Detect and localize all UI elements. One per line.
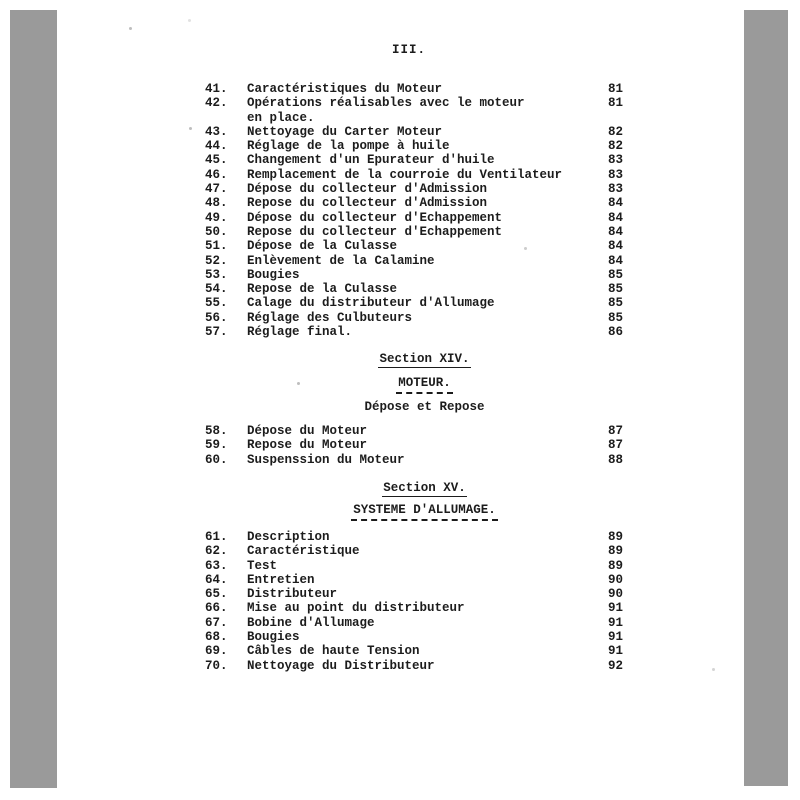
toc-entry-title (247, 630, 608, 644)
toc-entry-title-text: Calage du distributeur d'Allumage (247, 296, 495, 311)
toc-row (205, 82, 644, 96)
toc-entry-title (247, 453, 608, 467)
section-subheading-moteur (205, 376, 644, 394)
toc-entry-title-text: Enlèvement de la Calamine (247, 253, 435, 268)
toc-row (205, 453, 644, 467)
toc-entry-number: 45. (205, 153, 228, 168)
toc-entry-number: 60. (205, 452, 228, 467)
toc-row (205, 239, 644, 253)
toc-row (205, 296, 644, 310)
toc-entry-page: 87 (608, 424, 624, 438)
toc-entry-title (247, 544, 608, 558)
toc-row (205, 438, 644, 452)
toc-entry-page: 84 (608, 239, 624, 254)
toc-entry-page: 84 (608, 224, 624, 239)
toc-entry-page: 86 (608, 325, 624, 340)
toc-entry-title-text: Nettoyage du Carter Moteur (247, 124, 443, 139)
toc-entry-page: 85 (608, 267, 624, 282)
toc-entry-page: 85 (608, 296, 624, 311)
toc-entry-title-text: Réglage de la pompe à huile (247, 139, 450, 154)
toc-entry-title (247, 559, 608, 573)
toc-entry-title-text: Dépose du Moteur (247, 424, 368, 438)
toc-entry-number: 42. (205, 96, 228, 111)
toc-row (205, 282, 644, 296)
toc-entry-title-text: Test (247, 558, 278, 573)
toc-entry-title-text: Description (247, 530, 330, 544)
toc-row (205, 644, 644, 658)
toc-entry-title-text: Réglage des Culbuteurs (247, 310, 413, 325)
toc-entry-number: 62. (205, 544, 228, 559)
toc-entry-number: 41. (205, 82, 228, 96)
toc-entry-number: 59. (205, 438, 228, 453)
toc-entry-title-text: Remplacement de la courroie du Ventilateur (247, 167, 563, 182)
section-heading-text: Section XV. (383, 481, 466, 495)
toc-row (205, 544, 644, 558)
left-margin-bar (10, 10, 57, 788)
toc-row (205, 139, 644, 153)
toc-entry-number: 44. (205, 139, 228, 154)
folio-page-number: III. (391, 43, 426, 57)
toc-row (205, 559, 644, 573)
toc-block-moteur (205, 424, 644, 467)
toc-entry-title (247, 153, 608, 167)
toc-entry-title-text: Nettoyage du Distributeur (247, 658, 435, 673)
toc-row (205, 125, 644, 139)
toc-entry-page: 91 (608, 615, 624, 630)
toc-entry-title (247, 196, 608, 210)
toc-entry-title-text: Opérations réalisables avec le moteur (247, 96, 525, 111)
toc-entry-title (247, 268, 608, 282)
toc-entry-title (247, 616, 608, 630)
toc-entry-title-text: Dépose de la Culasse (247, 239, 398, 254)
toc-entry-title (247, 424, 608, 438)
scan-speck (189, 127, 192, 130)
toc-entry-number: 63. (205, 558, 228, 573)
toc-entry-title-text: Caractéristiques du Moteur (247, 82, 443, 96)
toc-row (205, 168, 644, 182)
toc-row (205, 153, 644, 167)
section-heading-xv (205, 481, 644, 497)
toc-entry-title (247, 659, 608, 673)
toc-entry-page: 88 (608, 452, 624, 467)
toc-entry-title (247, 311, 608, 325)
toc-entry-title-line2: en place. (247, 110, 315, 125)
toc-entry-number: 54. (205, 282, 228, 297)
toc-entry-title (247, 96, 608, 125)
toc-entry-title (247, 239, 608, 253)
toc-entry-number: 68. (205, 630, 228, 645)
toc-entry-title (247, 211, 608, 225)
toc-entry-title (247, 282, 608, 296)
toc-row (205, 182, 644, 196)
toc-row (205, 587, 644, 601)
toc-entry-page: 81 (608, 82, 624, 96)
toc-row (205, 424, 644, 438)
toc-entry-number: 70. (205, 658, 228, 673)
scan-speck (712, 668, 715, 671)
toc-entry-page: 91 (608, 601, 624, 616)
toc-entry-page: 89 (608, 558, 624, 573)
toc-entry-number: 49. (205, 210, 228, 225)
toc-entry-title-text: Repose du collecteur d'Echappement (247, 224, 503, 239)
toc-entry-title-text: Dépose du collecteur d'Admission (247, 182, 488, 197)
toc-entry-number: 66. (205, 601, 228, 616)
toc-entry-title-text: Repose de la Culasse (247, 282, 398, 297)
scan-speck (129, 27, 132, 30)
toc-entry-page: 84 (608, 196, 624, 211)
toc-entry-number: 58. (205, 424, 228, 438)
toc-entry-title-text: Changement d'un Epurateur d'huile (247, 153, 495, 168)
toc-entry-number: 65. (205, 587, 228, 602)
right-margin-bar (744, 10, 788, 786)
toc-entry-number: 53. (205, 267, 228, 282)
toc-entry-title-text: Réglage final. (247, 325, 353, 340)
toc-entry-page: 83 (608, 182, 624, 197)
toc-row (205, 96, 644, 125)
toc-entry-title-text: Câbles de haute Tension (247, 644, 420, 659)
toc-entry-title-text: Distributeur (247, 587, 338, 602)
toc-row (205, 616, 644, 630)
toc-row (205, 573, 644, 587)
section-subtitle-depose-repose (205, 400, 644, 414)
toc-entry-number: 51. (205, 239, 228, 254)
toc-entry-title (247, 296, 608, 310)
toc-entry-title (247, 601, 608, 615)
scan-speck (188, 19, 191, 22)
toc-entry-title (247, 125, 608, 139)
toc-row (205, 254, 644, 268)
toc-entry-title (247, 82, 608, 96)
toc-row (205, 325, 644, 339)
section-subheading-text: SYSTEME D'ALLUMAGE. (351, 503, 498, 521)
toc-entry-page: 85 (608, 310, 624, 325)
toc-entry-page: 85 (608, 282, 624, 297)
toc-entry-title (247, 530, 608, 544)
toc-entry-title-text: Dépose du collecteur d'Echappement (247, 210, 503, 225)
toc-entry-title-text: Entretien (247, 572, 315, 587)
toc-entry-title (247, 254, 608, 268)
toc-row (205, 659, 644, 673)
toc-row (205, 530, 644, 544)
toc-entry-title (247, 438, 608, 452)
toc-entry-number: 56. (205, 310, 228, 325)
toc-entry-number: 55. (205, 296, 228, 311)
toc-row (205, 225, 644, 239)
toc-entry-number: 43. (205, 124, 228, 139)
toc-entry-title-text: Bougies (247, 267, 300, 282)
toc-entry-number: 61. (205, 530, 228, 544)
toc-entry-title (247, 182, 608, 196)
toc-row (205, 601, 644, 615)
toc-entry-number: 48. (205, 196, 228, 211)
toc-entry-title (247, 573, 608, 587)
toc-entry-number: 69. (205, 644, 228, 659)
toc-entry-number: 46. (205, 167, 228, 182)
toc-block-allumage (205, 530, 644, 673)
toc-entry-page: 84 (608, 253, 624, 268)
toc-entry-page: 90 (608, 587, 624, 602)
toc-entry-title (247, 325, 608, 339)
toc-entry-title-text: Bobine d'Allumage (247, 615, 375, 630)
toc-entry-page: 89 (608, 544, 624, 559)
toc-row (205, 311, 644, 325)
toc-entry-page: 89 (608, 530, 624, 544)
toc-entry-number: 64. (205, 572, 228, 587)
section-subtitle-text: Dépose et Repose (364, 400, 485, 414)
toc-entry-page: 82 (608, 124, 624, 139)
toc-entry-number: 47. (205, 182, 228, 197)
section-heading-xiv (205, 352, 644, 368)
toc-entry-title-text: Suspenssion du Moteur (247, 452, 405, 467)
toc-entry-title-text: Mise au point du distributeur (247, 601, 465, 616)
toc-entry-title-text: Repose du Moteur (247, 438, 368, 453)
toc-row (205, 268, 644, 282)
toc-row (205, 630, 644, 644)
toc-entry-page: 90 (608, 572, 624, 587)
toc-entry-page: 84 (608, 210, 624, 225)
section-subheading-allumage (205, 503, 644, 521)
toc-row (205, 211, 644, 225)
toc-entry-title-text: Repose du collecteur d'Admission (247, 196, 488, 211)
toc-entry-number: 57. (205, 325, 228, 340)
toc-entry-title (247, 225, 608, 239)
toc-entry-page: 82 (608, 139, 624, 154)
toc-entry-title-text: Caractéristique (247, 544, 360, 559)
toc-entry-page: 92 (608, 658, 624, 673)
toc-entry-title-text: Bougies (247, 630, 300, 645)
toc-entry-title (247, 644, 608, 658)
toc-entry-number: 50. (205, 224, 228, 239)
toc-entry-page: 83 (608, 153, 624, 168)
toc-entry-page: 81 (608, 96, 624, 111)
toc-entry-number: 52. (205, 253, 228, 268)
section-heading-text: Section XIV. (379, 352, 470, 366)
section-subheading-text: MOTEUR. (396, 376, 453, 394)
toc-entry-number: 67. (205, 615, 228, 630)
toc-entry-page: 87 (608, 438, 624, 453)
toc-entry-title (247, 587, 608, 601)
toc-entry-title (247, 168, 608, 182)
toc-entry-page: 91 (608, 644, 624, 659)
toc-entry-page: 83 (608, 167, 624, 182)
toc-entry-page: 91 (608, 630, 624, 645)
toc-entry-title (247, 139, 608, 153)
toc-row (205, 196, 644, 210)
toc-block-engine (205, 82, 644, 339)
